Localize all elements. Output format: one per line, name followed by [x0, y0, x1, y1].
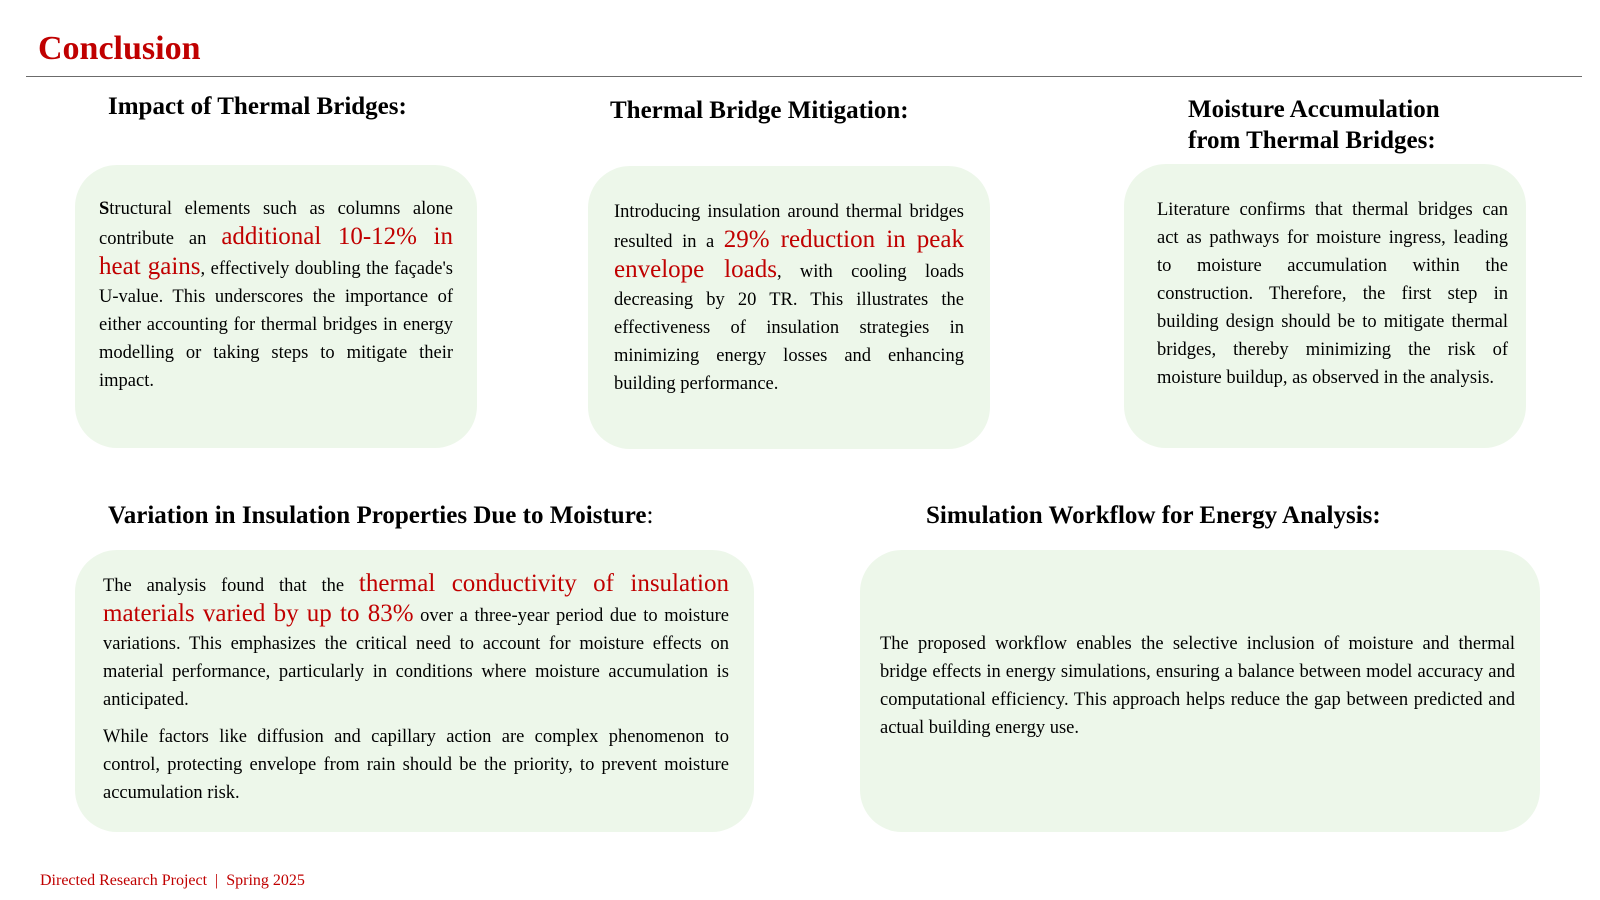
paragraph-insulation-priority: While factors like diffusion and capillary action are complex phenomenon to control, protecting envelope from rain should be the priority, to prevent moisture accumulation risk.	[103, 727, 729, 803]
panel-moisture-accumulation	[1124, 164, 1526, 448]
text-segment: The analysis found that the	[103, 576, 359, 596]
highlight-peak-loads: 29% reduction in peak envelope loads	[614, 226, 964, 283]
heading-line: from Thermal Bridges:	[1188, 127, 1436, 154]
slide-title: Conclusion	[38, 30, 201, 67]
paragraph-insulation-variation	[103, 570, 729, 714]
paragraph-moisture-accumulation: Literature confirms that thermal bridges can act as pathways for moisture ingress, leading to moisture accumulation within the construction. Therefore, the first step in building design should be to mitigate thermal bridges, thereby minimizing the risk of moisture buildup, as observed in the analysis.	[1157, 200, 1508, 388]
title-divider	[26, 76, 1582, 77]
panel-insulation-variation	[75, 550, 754, 832]
text-segment: , with cooling loads decreasing by 20 TR. This illustrates the effectiveness of insulation strategies in minimizing energy losses and enhancing building performance.	[614, 262, 964, 394]
heading-line: Moisture Accumulation	[1188, 96, 1440, 123]
footer-term: Spring 2025	[226, 872, 305, 889]
panel-simulation-workflow	[860, 550, 1540, 832]
heading-thermal-bridges-impact: Impact of Thermal Bridges:	[108, 93, 407, 120]
panel-thermal-bridges-impact	[75, 165, 477, 448]
footer-separator: |	[215, 872, 219, 889]
text-segment: , effectively doubling the façade's U-value. This underscores the importance of either accounting for thermal bridges in energy modelling or taking steps to mitigate their impact.	[99, 259, 453, 391]
paragraph-thermal-bridges-impact	[99, 195, 453, 395]
text-segment: tructural elements such as columns alone contribute an	[99, 199, 453, 249]
heading-simulation-workflow: Simulation Workflow for Energy Analysis:	[926, 502, 1381, 529]
footer-project: Directed Research Project	[40, 872, 208, 889]
footer	[40, 872, 305, 890]
text-segment: Introducing insulation around thermal bridges resulted in a	[614, 202, 964, 252]
text-segment: over a three-year period due to moisture variations. This emphasizes the critical need to account for moisture effects on material performance, particularly in conditions where moisture accumulation is anticipated.	[103, 606, 729, 710]
heading-thermal-bridge-mitigation: Thermal Bridge Mitigation:	[610, 97, 909, 124]
highlight-thermal-conductivity: thermal conductivity of insulation materials varied by up to 83%	[103, 570, 729, 627]
heading-moisture-accumulation	[1188, 94, 1440, 156]
heading-colon: :	[646, 502, 654, 529]
paragraph-simulation-workflow: The proposed workflow enables the selective inclusion of moisture and thermal bridge effects in energy simulations, ensuring a balance between model accuracy and computational efficiency. This approach helps reduce the gap between predicted and actual building energy use.	[880, 634, 1515, 738]
panel-thermal-bridge-mitigation	[588, 166, 990, 449]
heading-text: Variation in Insulation Properties Due to Moisture	[108, 502, 647, 529]
drop-initial: S	[99, 199, 110, 219]
highlight-heat-gains: additional 10-12% in heat gains	[99, 223, 454, 280]
heading-insulation-variation	[108, 500, 653, 531]
paragraph-thermal-bridge-mitigation	[614, 198, 964, 398]
